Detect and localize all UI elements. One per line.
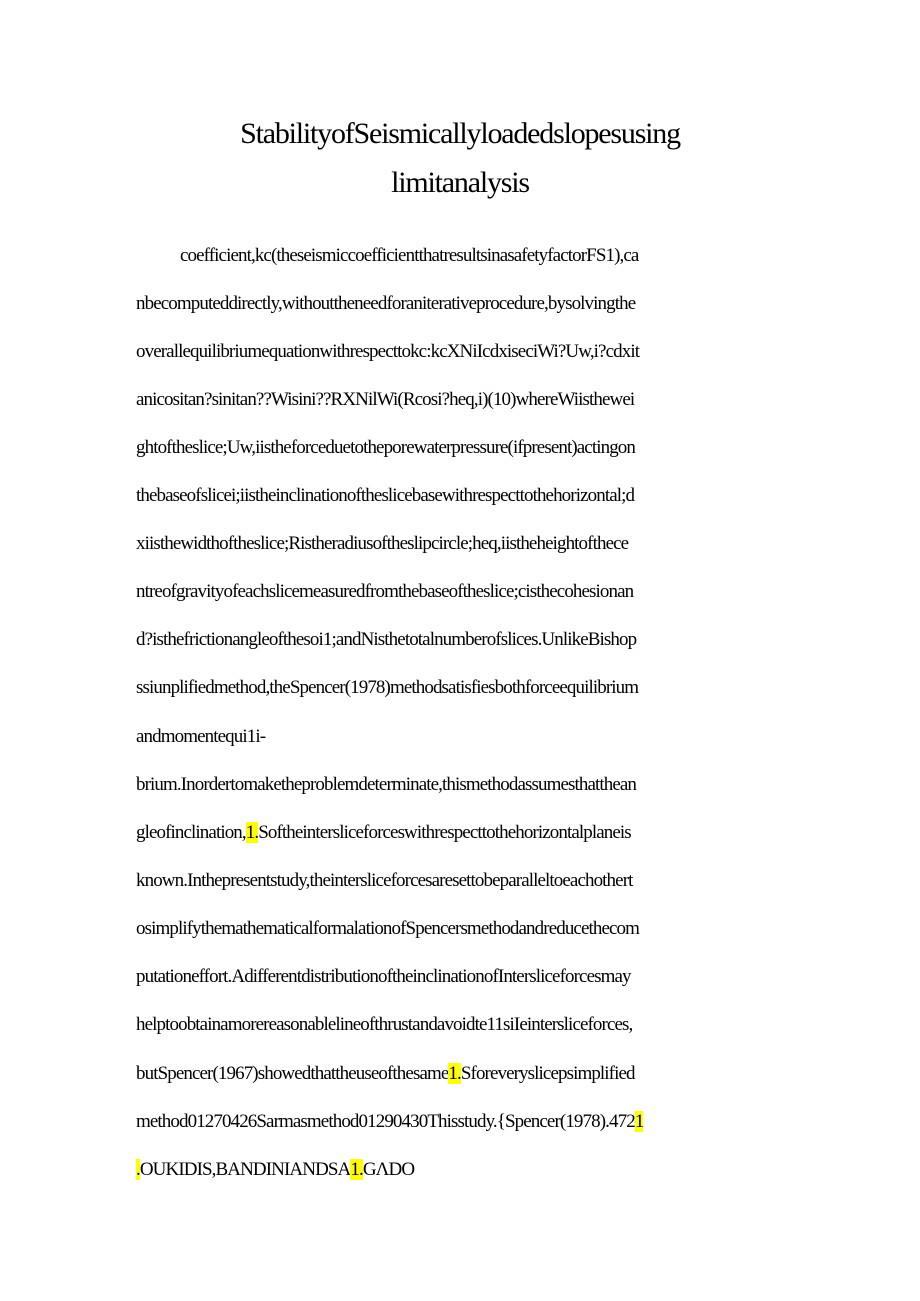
body-line-20-text-a: OUKIDIS,BANDINIANDSA (139, 1159, 351, 1180)
body-line-13 (136, 821, 786, 845)
body-line-20 (136, 1158, 786, 1182)
body-line-14: known.Inthepresentstudy,theintersliceforcesaresettobeparalleltoeachothert (136, 870, 633, 891)
body-line-15: osimplifythemathematicalformalationofSpencersmethodandreducethecom (136, 918, 640, 939)
body-line-6: thebaseofslicei;iistheinclinationoftheslicebasewithrespecttothehorizontal;d (136, 485, 635, 506)
body-line-13-text-a: gleofinclination, (136, 822, 246, 843)
body-line-17: helptoobtainamorereasonablelineofthrustandavoidte11siIeintersliceforces, (136, 1014, 633, 1035)
body-line-5: ghtoftheslice;Uw,iistheforceduetotheporewaterpressure(ifpresent)actingon (136, 437, 635, 458)
body-line-20-text-b: GΛDO (362, 1159, 415, 1180)
body-line-2: nbecomputeddirectly,withouttheneedforaniterativeprocedure,bysolvingthe (136, 293, 636, 314)
highlight-mark: . (136, 1159, 140, 1180)
body-line-13-text-b: Softheintersliceforceswithrespecttothehorizontalplaneis (258, 822, 631, 843)
body-line-3: overallequilibriumequationwithrespecttokc:kcXNiIcdxiseciWi?Uw,i?cdxit (136, 341, 640, 362)
document-title-line-2: limitanalysis (391, 166, 529, 199)
body-line-7: xiisthewidthoftheslice;Ristheradiusoftheslipcircle;heq,iistheheightofthece (136, 533, 629, 554)
body-line-11: andmomentequi1i- (136, 726, 266, 747)
body-line-18-text-a: butSpencer(1967)showedthattheuseofthesame (136, 1063, 449, 1084)
body-line-9: d?isthefrictionangleofthesoi1;andNisthetotalnumberofslices.UnlikeBishop (136, 629, 637, 650)
body-line-18 (136, 1062, 786, 1086)
highlight-mark: 1. (350, 1159, 363, 1180)
document-title-line-1: StabilityofSeismicallyloadedslopesusing (240, 117, 680, 150)
body-line-4: anicositan?sinitan??Wisini??RXNilWi(Rcosi?heq,i)(10)whereWiistheweі (136, 389, 635, 410)
body-line-19 (136, 1110, 786, 1134)
body-line-19-text-a: method01270426Sarmasmethod01290430Thisstudy.{Spencer(1978).472 (136, 1111, 635, 1132)
highlight-mark: 1. (448, 1063, 461, 1084)
body-line-8: ntreofgravityofeachslicemeasuredfromthebaseoftheslice;cisthecohesionan (136, 581, 634, 602)
body-line-16: putationeffort.AdifferentdistributionoftheinclinationofIntersliceforcesmay (136, 966, 631, 987)
body-line-10: ssiunplifiedmethod,theSpencer(1978)methodsatisfiesbothforceequilibrium (136, 677, 639, 698)
highlight-mark: 1 (634, 1111, 644, 1132)
body-line-18-text-b: Sforeveryslicepsimplified (460, 1063, 635, 1084)
highlight-mark: 1. (245, 822, 259, 843)
body-line-1: coefficient,kc(theseismiccoefficientthatresultsinasafetyfactorFS1),ca (180, 245, 639, 266)
body-line-12: brium.Inordertomaketheproblemdeterminate,thismethodassumesthatthean (136, 774, 637, 795)
